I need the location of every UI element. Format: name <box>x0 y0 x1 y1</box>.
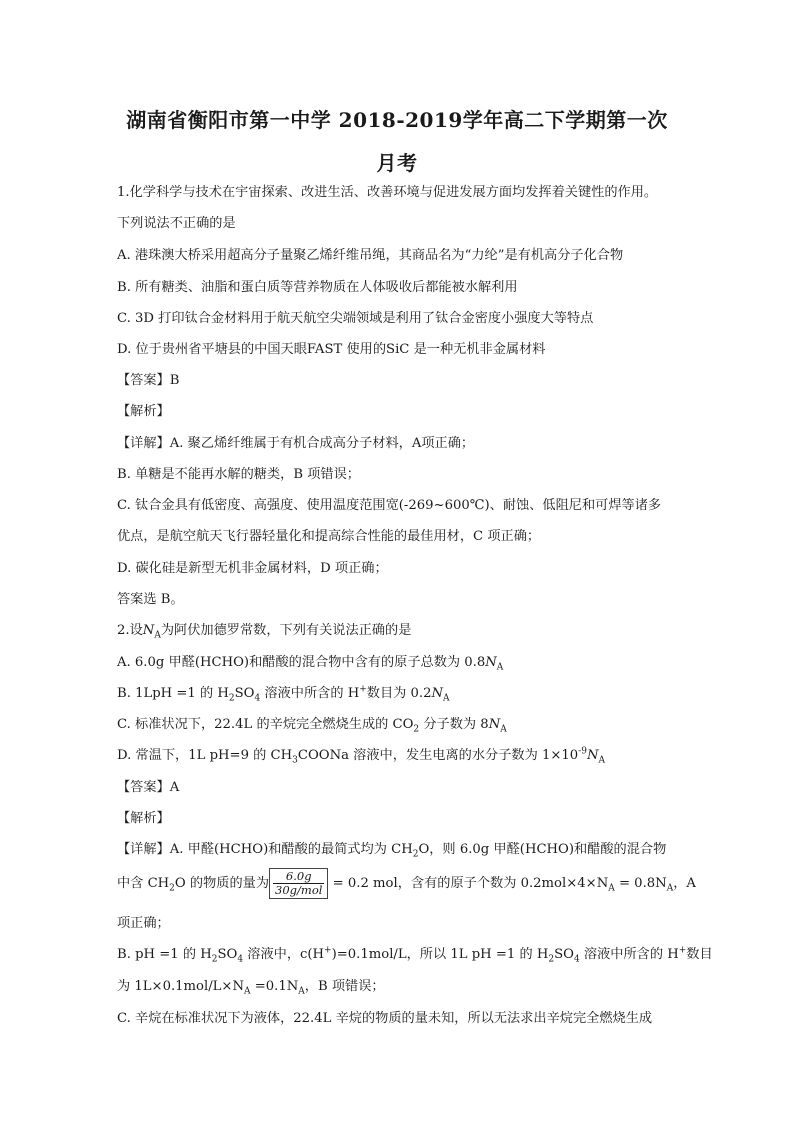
q1-detail-d: D. 碳化硅是新型无机非金属材料，D 项正确； <box>117 561 388 576</box>
q2-analysis-heading: 【解析】 <box>117 811 170 826</box>
page-title-line2: 月考 <box>376 151 418 175</box>
q2-detail-b: B. pH =1 的 $H_2SO_4$ 溶液中，c(H+)=0.1mol/L，所以 1L pH =1 的 $H_2SO_4$ 溶液中所含的 H+数目 <box>117 945 713 965</box>
q1-analysis-heading: 【解析】 <box>117 404 170 419</box>
q1-detail-b: B. 单糖是不能再水解的糖类，B 项错误； <box>117 467 360 482</box>
q2-detail-a-formula: 中含 $CH_2O$ 的物质的量为 $\frac{6.0g}{\text{30g/mol}}$ = 0.2 mol，含有的原子个数为 $0.2mol\times 4\times N_A = 0.8N_A$，A <box>117 869 696 897</box>
q2-option-b: B. 1LpH =1 的 $H_2SO_4$ 溶液中所含的 H+数目为 $0.2N_A$ <box>117 684 450 704</box>
q1-detail-c-cont: 优点，是航空航天飞行器轻量化和提高综合性能的最佳用材，C 项正确； <box>117 529 541 544</box>
q2-option-d: D. 常温下，1L pH=9 的 $CH_3COONa$ 溶液中，发生电离的水分子数为 $1\times 10^{-9}N_A$ <box>117 746 606 766</box>
q1-stem-cont: 下列说法不正确的是 <box>117 216 236 231</box>
q2-detail-c: C. 辛烷在标准状况下为液体，22.4L 辛烷的物质的量未知，所以无法求出辛烷完全燃烧生成 <box>117 1011 653 1026</box>
q2-detail-a-end: 项正确； <box>117 916 170 931</box>
q1-option-a: A. 港珠澳大桥采用超高分子量聚乙烯纤维吊绳，其商品名为“力纶”是有机高分子化合物 <box>117 248 624 263</box>
q1-option-c: C. 3D 打印钛合金材料用于航天航空尖端领域是利用了钛合金密度小强度大等特点 <box>117 311 594 326</box>
q2-detail-a: 【详解】A. 甲醛(HCHO)和醋酸的最简式均为 $CH_2O$，则 6.0g 甲醛(HCHO)和醋酸的混合物 <box>117 842 667 860</box>
q1-final: 答案选 B。 <box>117 592 184 607</box>
q1-stem: 1.化学科学与技术在宇宙探索、改进生活、改善环境与促进发展方面均发挥着关键性的作用。 <box>117 185 658 200</box>
q1-option-d: D. 位于贵州省平塘县的中国天眼FAST 使用的SiC 是一种无机非金属材料 <box>117 342 546 357</box>
q1-detail-c: C. 钛合金具有低密度、高强度、使用温度范围宽(-269~600℃)、耐蚀、低阻尼和可焊等诸多 <box>117 498 662 513</box>
q1-answer: 【答案】B <box>117 373 180 388</box>
fraction-box: $\frac{6.0g}{\text{30g/mol}}$ <box>269 868 328 899</box>
q2-option-a: A. 6.0g 甲醛(HCHO)和醋酸的混合物中含有的原子总数为 $0.8N_A$ <box>117 655 504 673</box>
q1-option-b: B. 所有糖类、油脂和蛋白质等营养物质在人体吸收后都能被水解利用 <box>117 280 518 295</box>
q2-option-c: C. 标准状况下，22.4L 的辛烷完全燃烧生成的 $CO_2$ 分子数为 $8N_A$ <box>117 717 507 735</box>
q1-detail-a: 【详解】A. 聚乙烯纤维属于有机合成高分子材料，A项正确； <box>117 436 475 451</box>
page-title: 湖南省衡阳市第一中学 2018-2019学年高二下学期第一次 <box>126 108 668 132</box>
q2-stem: 2.设$N_A$为阿伏加德罗常数，下列有关说法正确的是 <box>117 623 412 641</box>
q2-answer: 【答案】A <box>117 780 180 795</box>
q2-detail-b-cont: 为 $1L\times 0.1mol/L\times N_A =0.1N_A$，B 项错误； <box>117 979 385 997</box>
